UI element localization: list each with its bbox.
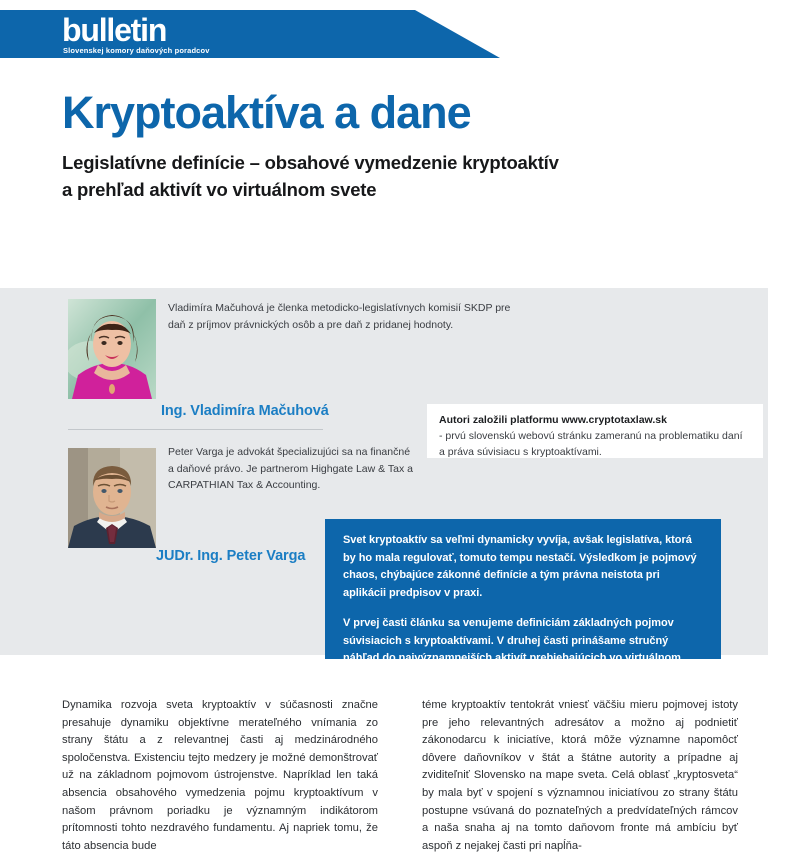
abstract-box	[325, 519, 721, 699]
page-subtitle-line-1: Legislatívne definície – obsahové vymedzenie kryptoaktív	[62, 152, 559, 173]
page-subtitle	[62, 149, 762, 203]
platform-callout	[427, 404, 763, 458]
body-column-left	[62, 697, 378, 855]
abstract-paragraph-2: V prvej časti článku sa venujeme definíciám základných pojmov súvisiacich s kryptoaktívami. V druhej časti prinášame stručný náhľad do najvýznamnejších aktivít prebiehajúcich vo virtuálnom svete. V tretej časti uvádzame závery a príklady problematických oblastí, ktoré evidujeme z praxe.	[343, 617, 681, 699]
abstract-paragraph-1: Svet kryptoaktív sa veľmi dynamicky vyvíja, avšak legislatíva, ktorá by ho mala regulovať, tomuto tempu nestačí. Výsledkom je pojmový chaos, chýbajúce zákonné definície a tým právna neistota pri aplikácii predpisov v praxi.	[343, 534, 697, 599]
author-bio-macuhova: Vladimíra Mačuhová je členka metodicko-legislatívnych komisií SKDP pre daň z príjmov právnických osôb a pre daň z pridanej hodnoty.	[168, 302, 511, 331]
page-subtitle-line-2: a prehľad aktivít vo virtuálnom svete	[62, 179, 377, 200]
title-block	[62, 88, 762, 203]
page-title: Kryptoaktíva a dane	[62, 87, 471, 138]
avatar-peter-varga	[68, 448, 156, 548]
body-column-right	[422, 697, 738, 855]
article-body	[62, 697, 738, 855]
masthead-wordmark: bulletin	[62, 12, 167, 48]
avatar-vladimira-macuhova	[68, 299, 156, 399]
portrait-vladimira-macuhova-image	[68, 299, 156, 399]
masthead-banner	[0, 10, 785, 58]
masthead-subtitle: Slovenskej komory daňových poradcov	[63, 46, 210, 55]
author-bio-varga: Peter Varga je advokát špecializujúci sa na finančné a daňové právo. Je partnerom Highgate Law & Tax a CARPATHIAN Tax & Accounting.	[168, 446, 413, 491]
author-name-macuhova: Ing. Vladimíra Mačuhová	[161, 403, 329, 419]
platform-callout-heading: Autori založili platformu www.cryptotaxlaw.sk	[439, 414, 667, 426]
portrait-peter-varga-image	[68, 448, 156, 548]
platform-callout-body: - prvú slovenskú webovú stránku zameranú na problematiku daní a práva súvisiacu s kryptoaktívami.	[439, 430, 743, 458]
body-paragraph-left: Dynamika rozvoja sveta kryptoaktív v súčasnosti značne presahuje dynamiku objektívne merateľného vnímania zo strany štátu a z relevantnej časti aj medzinárodného spoločenstva. Existenciu tejto medzery je možné demonštrovať už na základnom pojmovom ústrojenstve. Napríklad len taká absencia obsahového vymedzenia pojmu kryptoaktívum v našom právnom poriadku je významným indikátorom prítomnosti tohto nezdravého fundamentu. Aj napriek tomu, že táto absencia bude	[62, 699, 378, 852]
author-name-varga: JUDr. Ing. Peter Varga	[156, 548, 306, 564]
body-paragraph-right: téme kryptoaktív tentokrát vniesť väčšiu mieru pojmovej istoty pre jeho relevantných adresátov a možno aj podnietiť zákonodarcu k iniciatíve, ktorá môže významne napomôcť dôvere daňovníkov v štát a štátne autority a prípadne aj zviditeľniť Slovensko na mape sveta. Celá oblasť „kryptosveta“ by mala byť v spojení s významnou iniciatívou zo strany štátu postupne vsúvaná do poznateľných a predvídateľných rámcov a naša snaha aj na tomto daňovom fronte má ambíciu byť aspoň z nejakej časti pri napĺňa-	[422, 699, 738, 852]
author-divider	[68, 429, 323, 430]
